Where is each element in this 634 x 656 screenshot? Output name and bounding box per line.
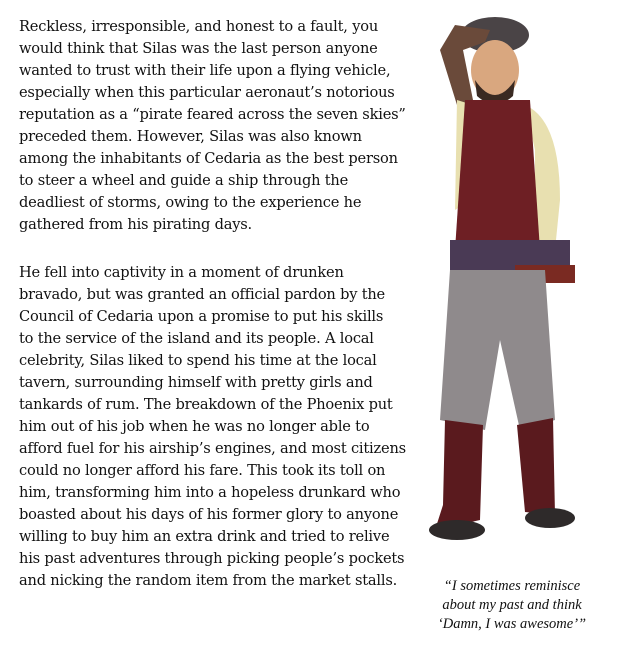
paragraph-backstory xyxy=(19,262,406,592)
text-line: especially when this particular aeronaut’s notorious xyxy=(19,84,395,101)
left-boot xyxy=(435,420,483,530)
text-line: afford fuel for his airship’s engines, and most citizens xyxy=(19,440,406,457)
text-line: to steer a wheel and guide a ship through the xyxy=(19,172,349,189)
pants xyxy=(440,270,555,430)
text-line: wanted to trust with their life upon a flying vehicle, xyxy=(19,62,391,79)
text-line: deadliest of storms, owing to the experience he xyxy=(19,194,362,211)
text-line: Council of Cedaria upon a promise to put his skills xyxy=(19,308,384,325)
right-boot xyxy=(517,418,555,515)
right-shoe xyxy=(525,508,575,528)
character-quote xyxy=(412,577,612,634)
text-line: tavern, surrounding himself with pretty girls and xyxy=(19,374,373,391)
vest xyxy=(455,100,540,250)
text-line: preceded them. However, Silas was also known xyxy=(19,128,362,145)
text-line: willing to buy him an extra drink and tried to relive xyxy=(19,528,390,545)
quote-line: “I sometimes reminisce xyxy=(443,578,581,594)
text-line: reputation as a “pirate feared across the seven skies” xyxy=(19,106,406,123)
text-line: bravado, but was granted an official pardon by the xyxy=(19,286,385,303)
paragraph-intro xyxy=(19,16,406,236)
quote-line: ‘Damn, I was awesome’” xyxy=(437,616,587,632)
left-shoe xyxy=(429,520,485,540)
character-illustration xyxy=(395,0,605,575)
text-line: him, transforming him into a hopeless drunkard who xyxy=(19,484,401,501)
text-line: gathered from his pirating days. xyxy=(19,216,252,233)
text-line: He fell into captivity in a moment of drunken xyxy=(19,264,344,281)
text-line: to the service of the island and its people. A local xyxy=(19,330,374,347)
text-line: and nicking the random item from the market stalls. xyxy=(19,572,398,589)
quote-line: about my past and think xyxy=(442,597,582,613)
text-line: tankards of rum. The breakdown of the Phoenix put xyxy=(19,396,393,413)
text-line: him out of his job when he was no longer able to xyxy=(19,418,370,435)
text-line: would think that Silas was the last person anyone xyxy=(19,40,378,57)
text-line: his past adventures through picking people’s pockets xyxy=(19,550,405,567)
text-line: among the inhabitants of Cedaria as the best person xyxy=(19,150,398,167)
text-line: could no longer afford his fare. This took its toll on xyxy=(19,462,386,479)
text-line: celebrity, Silas liked to spend his time at the local xyxy=(19,352,377,369)
text-line: boasted about his days of his former glory to anyone xyxy=(19,506,399,523)
text-line: Reckless, irresponsible, and honest to a fault, you xyxy=(19,18,379,35)
